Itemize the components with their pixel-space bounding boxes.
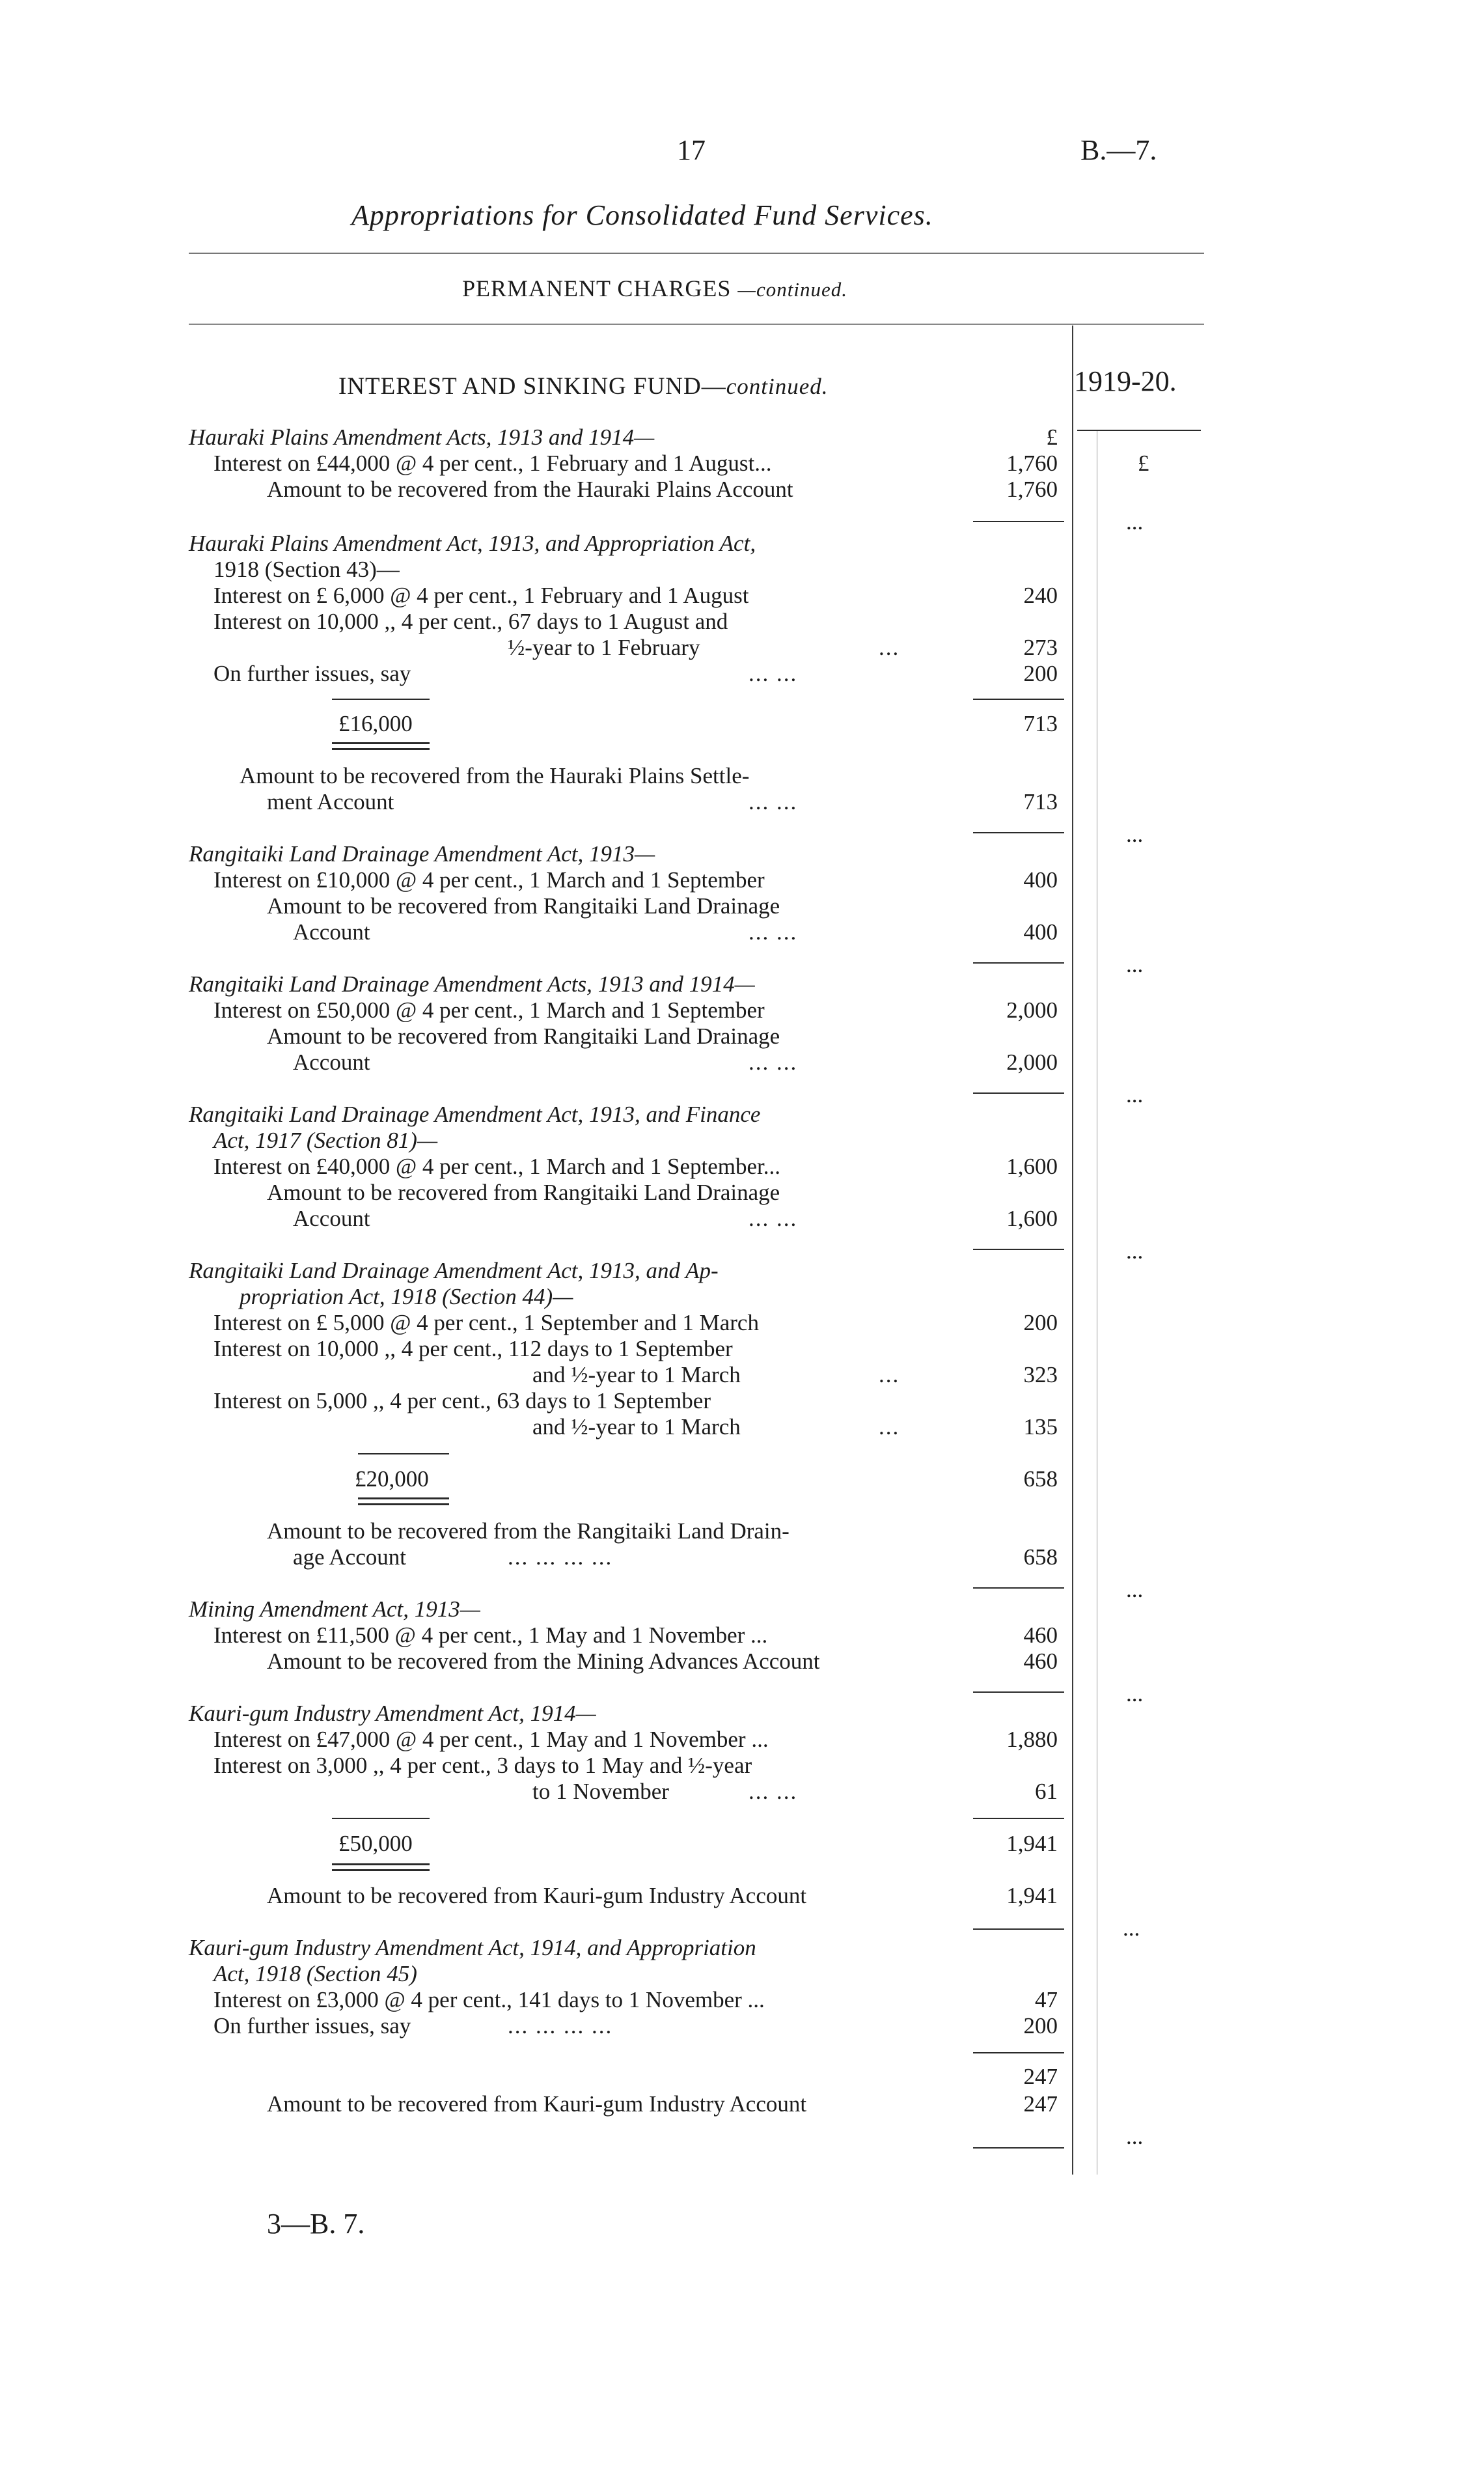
column-divider	[1072, 326, 1073, 2175]
act-heading: Rangitaiki Land Drainage Amendment Acts, 1913 and 1914—	[189, 971, 755, 997]
amount: 1,760	[1006, 477, 1058, 502]
amount: 658	[1023, 1544, 1058, 1570]
act-heading: Kauri-gum Industry Amendment Act, 1914, and Appropriation	[189, 1935, 756, 1960]
section-subtitle	[462, 275, 847, 302]
amount: 200	[1023, 661, 1058, 686]
line-item: Interest on £11,500 @ 4 per cent., 1 May and 1 November ...	[213, 1622, 768, 1648]
document-reference: B.—7.	[1080, 134, 1157, 166]
line-item: Amount to be recovered from the Rangitaiki Land Drain-	[267, 1518, 790, 1544]
amount: 400	[1023, 919, 1058, 945]
section-heading-continued: continued.	[726, 374, 829, 399]
page-title: Appropriations for Consolidated Fund Services.	[351, 199, 933, 231]
amount: 460	[1023, 1622, 1058, 1648]
amount-total: 658	[1023, 1466, 1058, 1492]
amount-rule	[973, 1691, 1064, 1693]
page-number: 17	[677, 134, 706, 166]
line-item-continued: ment Account	[267, 789, 394, 814]
amount-rule	[973, 1587, 1064, 1589]
amount: 47	[1035, 1987, 1058, 2012]
line-item-continued: and ½-year to 1 March	[532, 1362, 741, 1387]
double-rule-top	[332, 1863, 430, 1865]
line-item: Amount to be recovered from Rangitaiki Land Drainage	[267, 1180, 780, 1205]
amount-rule	[973, 1928, 1064, 1930]
amount: 247	[1023, 2091, 1058, 2117]
amount-rule	[973, 1818, 1064, 1819]
double-rule-top	[332, 742, 430, 744]
double-rule-bottom	[332, 1869, 430, 1871]
amount-rule	[973, 699, 1064, 700]
amount-total: 1,941	[1006, 1831, 1058, 1856]
line-item: Interest on £3,000 @ 4 per cent., 141 days to 1 November ...	[213, 1987, 765, 2012]
line-item-continued: age Account	[293, 1544, 406, 1570]
dot-leader: ... ... ... ...	[508, 2013, 613, 2038]
subtitle-continued: —continued.	[737, 278, 847, 301]
principal-rule	[332, 699, 430, 700]
act-heading: Mining Amendment Act, 1913—	[189, 1596, 480, 1622]
line-item: Amount to be recovered from Rangitaiki Land Drainage	[267, 893, 780, 919]
amount: 2,000	[1006, 1050, 1058, 1075]
amount-rule	[973, 521, 1064, 522]
nil-placeholder: ...	[1126, 1238, 1144, 1264]
act-heading: Kauri-gum Industry Amendment Act, 1914—	[189, 1701, 596, 1726]
year-column-header: 1919-20.	[1074, 365, 1177, 397]
pound-sign: £	[1046, 424, 1058, 450]
line-item-continued: and ½-year to 1 March	[532, 1414, 741, 1440]
principal-total: £50,000	[338, 1831, 413, 1856]
subtitle-text: PERMANENT CHARGES	[462, 275, 732, 301]
year-header-rule	[1077, 430, 1201, 431]
amount-total: 713	[1023, 711, 1058, 736]
line-item-continued: Account	[293, 919, 370, 945]
line-item: Interest on 3,000 ,, 4 per cent., 3 days to 1 May and ½-year	[213, 1753, 752, 1778]
line-item-continued: to 1 November	[532, 1779, 669, 1804]
section-heading	[338, 372, 829, 400]
amount: 323	[1023, 1362, 1058, 1387]
act-heading: Rangitaiki Land Drainage Amendment Act, 1913—	[189, 841, 655, 867]
line-item-continued: Account	[293, 1050, 370, 1075]
amount: 61	[1035, 1779, 1058, 1804]
line-item: Amount to be recovered from Kauri-gum Industry Account	[267, 2091, 807, 2117]
act-heading-continued: propriation Act, 1918 (Section 44)—	[240, 1284, 573, 1309]
page-footer-signature: 3—B. 7.	[267, 2208, 365, 2240]
amount-rule	[973, 2147, 1064, 2149]
line-item-continued: Account	[293, 1206, 370, 1231]
act-heading-continued: Act, 1918 (Section 45)	[213, 1961, 417, 1986]
principal-rule	[358, 1453, 449, 1454]
amount: 273	[1023, 635, 1058, 660]
line-item: Interest on £47,000 @ 4 per cent., 1 May and 1 November ...	[213, 1727, 769, 1752]
amount: 2,000	[1006, 997, 1058, 1023]
line-item: On further issues, say	[213, 661, 411, 686]
act-heading-continued: 1918 (Section 43)—	[213, 557, 400, 582]
year-pound-sign: £	[1138, 451, 1149, 476]
line-item: Amount to be recovered from Rangitaiki Land Drainage	[267, 1023, 780, 1049]
nil-placeholder: ...	[1126, 1082, 1144, 1107]
nil-placeholder: ...	[1126, 822, 1144, 847]
act-heading: Rangitaiki Land Drainage Amendment Act, 1913, and Ap-	[189, 1258, 719, 1283]
principal-total: £20,000	[355, 1466, 429, 1492]
dot-leader: ...	[879, 635, 900, 660]
amount: 1,600	[1006, 1206, 1058, 1231]
line-item: Interest on 5,000 ,, 4 per cent., 63 days to 1 September	[213, 1388, 711, 1413]
nil-placeholder: ...	[1126, 509, 1144, 535]
line-item: Interest on £50,000 @ 4 per cent., 1 March and 1 September	[213, 997, 765, 1023]
double-rule-bottom	[358, 1503, 449, 1505]
nil-placeholder: ...	[1123, 1915, 1140, 1941]
line-item: Amount to be recovered from Kauri-gum Industry Account	[267, 1883, 807, 1908]
dot-leader: ...	[879, 1362, 900, 1387]
principal-total: £16,000	[338, 711, 413, 736]
amount: 240	[1023, 583, 1058, 608]
nil-placeholder: ...	[1126, 1681, 1144, 1706]
amount: 1,880	[1006, 1727, 1058, 1752]
amount: 400	[1023, 867, 1058, 893]
line-item: Amount to be recovered from the Hauraki Plains Account	[267, 477, 793, 502]
line-item: Interest on 10,000 ,, 4 per cent., 112 days to 1 September	[213, 1336, 733, 1361]
dot-leader: ... ...	[749, 661, 798, 686]
amount-total: 247	[1023, 2064, 1058, 2089]
nil-placeholder: ...	[1126, 952, 1144, 977]
dot-leader: ... ...	[749, 1779, 798, 1804]
dot-leader: ...	[879, 1414, 900, 1440]
act-heading-continued: Act, 1917 (Section 81)—	[213, 1128, 438, 1153]
amount: 1,760	[1006, 451, 1058, 476]
act-heading: Hauraki Plains Amendment Acts, 1913 and 1914—	[189, 424, 655, 450]
line-item-continued: ½-year to 1 February	[508, 635, 700, 660]
principal-rule	[332, 1818, 430, 1819]
subtitle-rule	[189, 324, 1204, 325]
line-item: Interest on £44,000 @ 4 per cent., 1 February and 1 August...	[213, 451, 772, 476]
amount-rule	[973, 2052, 1064, 2053]
amount-rule	[973, 962, 1064, 964]
line-item: Interest on £10,000 @ 4 per cent., 1 March and 1 September	[213, 867, 765, 893]
act-heading: Hauraki Plains Amendment Act, 1913, and Appropriation Act,	[189, 531, 756, 556]
nil-placeholder: ...	[1126, 1577, 1144, 1602]
section-heading-text: INTEREST AND SINKING FUND—	[338, 373, 726, 400]
double-rule-top	[358, 1497, 449, 1499]
act-heading: Rangitaiki Land Drainage Amendment Act, 1913, and Finance	[189, 1102, 761, 1127]
amount: 1,941	[1006, 1883, 1058, 1908]
amount-rule	[973, 832, 1064, 833]
line-item: Interest on 10,000 ,, 4 per cent., 67 days to 1 August and	[213, 609, 728, 634]
line-item: On further issues, say	[213, 2013, 411, 2038]
amount-rule	[973, 1092, 1064, 1094]
line-item: Amount to be recovered from the Mining Advances Account	[267, 1648, 820, 1674]
dot-leader: ... ...	[749, 789, 798, 814]
amount: 135	[1023, 1414, 1058, 1440]
amount: 200	[1023, 1310, 1058, 1335]
line-item: Amount to be recovered from the Hauraki Plains Settle-	[240, 763, 750, 788]
amount-rule	[973, 1249, 1064, 1250]
dot-leader: ... ...	[749, 1206, 798, 1231]
line-item: Interest on £40,000 @ 4 per cent., 1 March and 1 September...	[213, 1154, 781, 1179]
dot-leader: ... ...	[749, 1050, 798, 1075]
line-item: Interest on £ 6,000 @ 4 per cent., 1 February and 1 August	[213, 583, 749, 608]
amount: 460	[1023, 1648, 1058, 1674]
nil-placeholder: ...	[1126, 2124, 1144, 2149]
amount: 1,600	[1006, 1154, 1058, 1179]
dot-leader: ... ... ... ...	[508, 1544, 613, 1570]
double-rule-bottom	[332, 748, 430, 750]
dot-leader: ... ...	[749, 919, 798, 945]
line-item: Interest on £ 5,000 @ 4 per cent., 1 September and 1 March	[213, 1310, 759, 1335]
amount: 200	[1023, 2013, 1058, 2038]
title-rule	[189, 253, 1204, 254]
amount: 713	[1023, 789, 1058, 814]
